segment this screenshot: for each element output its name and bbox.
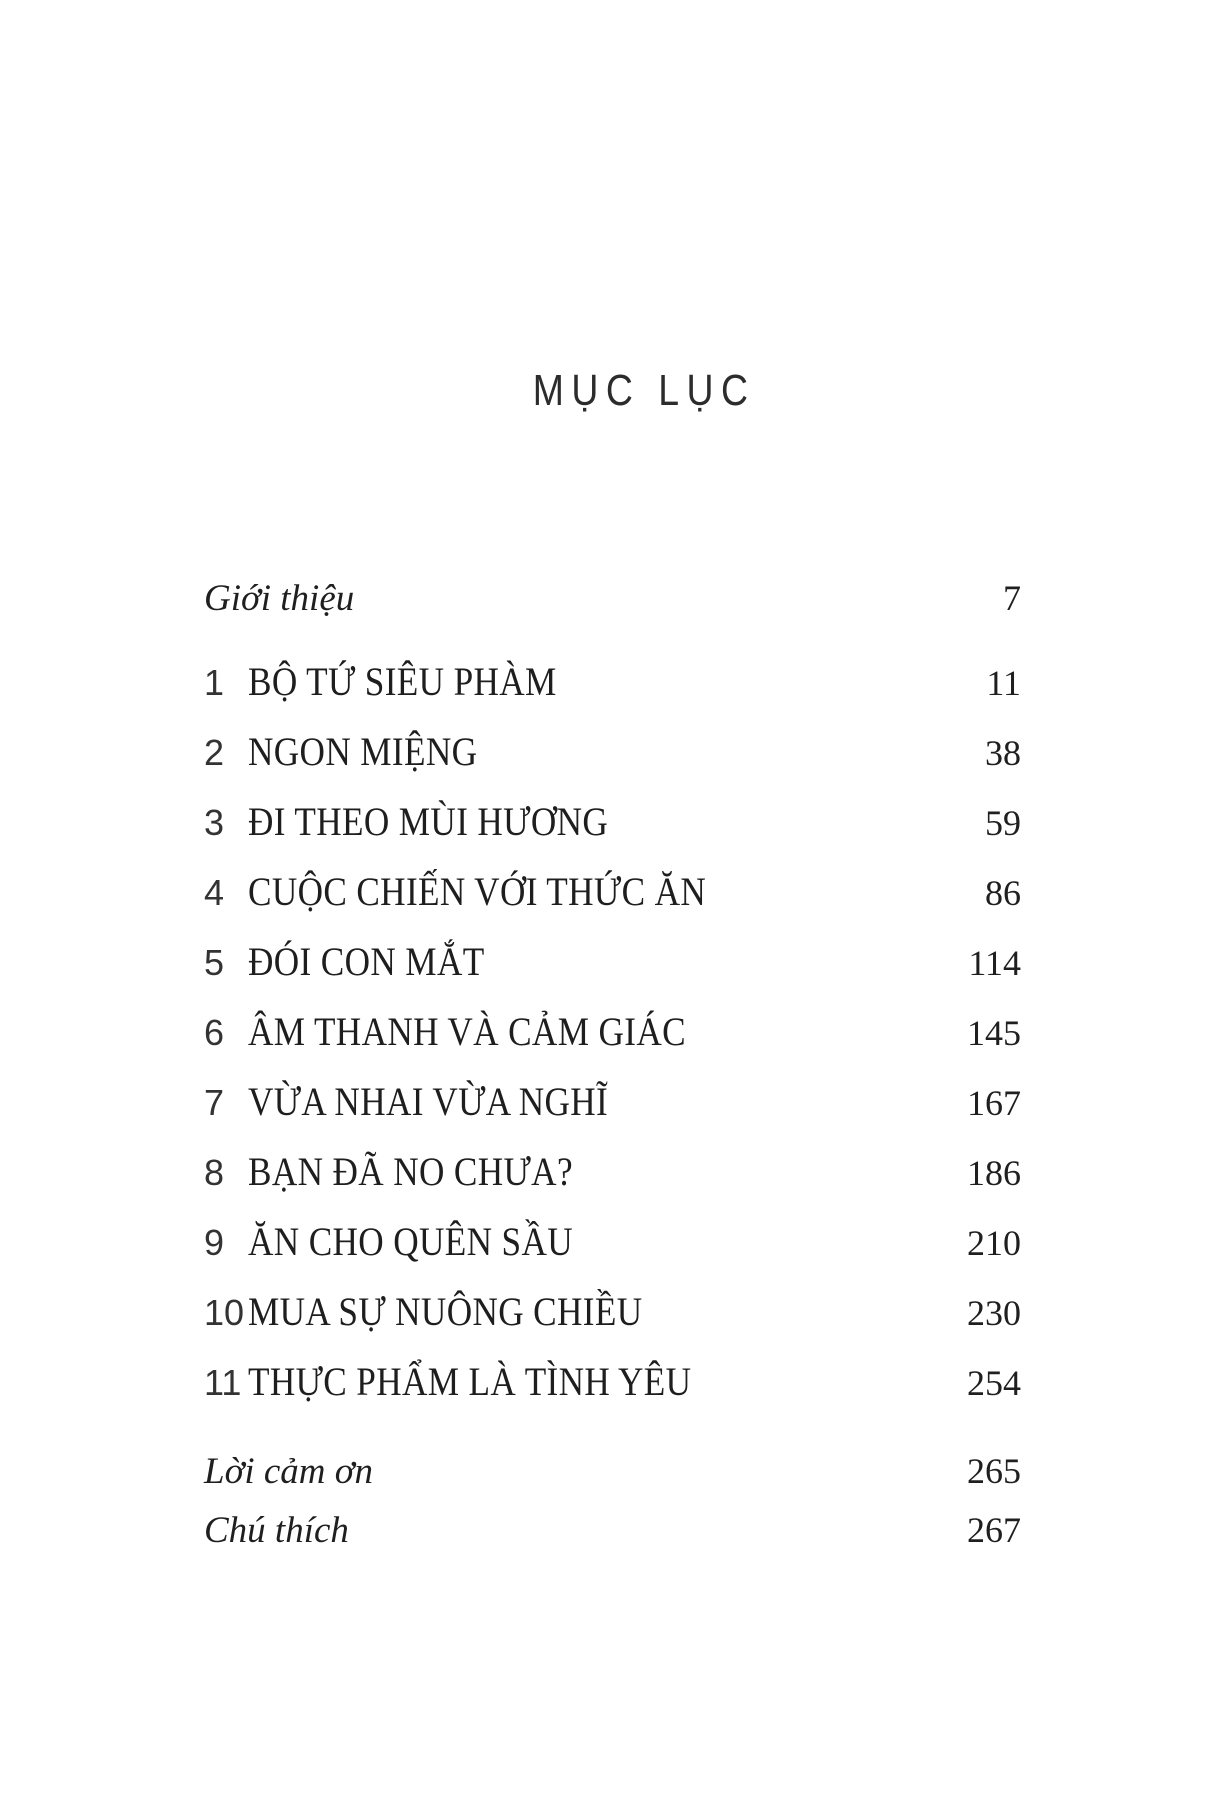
chapter-page-number: 186 [967, 1153, 1021, 1193]
page-title-text: MỤC LỤC [532, 366, 756, 415]
chapter-page-number: 254 [967, 1363, 1021, 1403]
chapter-page-number: 210 [967, 1223, 1021, 1263]
chapter-page-number: 230 [967, 1293, 1021, 1333]
chapter-title: ĐI THEO MÙI HƯƠNG [248, 799, 609, 844]
toc-chapter-row [204, 1277, 1021, 1347]
chapter-page-number: 114 [968, 943, 1021, 983]
entry-label: Lời cảm ơn [204, 1451, 373, 1492]
chapter-number: 1 [204, 662, 225, 703]
chapter-title: ĐÓI CON MẮT [248, 939, 485, 984]
chapter-title: ĂN CHO QUÊN SẦU [248, 1219, 574, 1264]
toc-chapter-row [204, 1137, 1021, 1207]
toc-chapter-row [204, 647, 1021, 717]
chapter-number: 11 [204, 1362, 242, 1403]
entry-label: Giới thiệu [204, 578, 355, 619]
toc-chapter-row [204, 857, 1021, 927]
chapter-page-number: 145 [967, 1013, 1021, 1053]
chapter-number: 10 [204, 1292, 245, 1333]
entry-page-number: 7 [1003, 578, 1021, 618]
toc-chapter-row [204, 717, 1021, 787]
page-title [30, 366, 1221, 415]
toc-chapter-row [204, 1207, 1021, 1277]
chapter-page-number: 38 [985, 733, 1021, 773]
toc-chapter-row [204, 997, 1021, 1067]
toc-list [204, 563, 1021, 1560]
chapter-number: 8 [204, 1152, 225, 1193]
toc-chapter-row [204, 787, 1021, 857]
chapter-number: 2 [204, 732, 225, 773]
chapter-number: 9 [204, 1222, 225, 1263]
entry-label: Chú thích [204, 1510, 349, 1551]
chapter-page-number: 59 [985, 803, 1021, 843]
chapter-title: NGON MIỆNG [248, 729, 478, 774]
toc-entry-row [204, 563, 1021, 633]
chapter-title: BẠN ĐÃ NO CHƯA? [248, 1149, 573, 1194]
chapter-title: BỘ TỨ SIÊU PHÀM [248, 659, 557, 704]
toc-entry-row [204, 1442, 1021, 1501]
chapter-number: 4 [204, 872, 225, 913]
toc-entry-row [204, 1501, 1021, 1560]
toc-chapter-row [204, 1067, 1021, 1137]
chapter-page-number: 167 [967, 1083, 1021, 1123]
entry-page-number: 267 [967, 1510, 1021, 1550]
toc-chapter-row [204, 1347, 1021, 1417]
toc-chapter-row [204, 927, 1021, 997]
chapter-page-number: 11 [986, 663, 1021, 703]
chapter-title: VỪA NHAI VỪA NGHĨ [248, 1079, 609, 1124]
chapter-number: 3 [204, 802, 225, 843]
chapter-title: ÂM THANH VÀ CẢM GIÁC [248, 1009, 686, 1054]
chapter-title: CUỘC CHIẾN VỚI THỨC ĂN [248, 869, 707, 914]
chapter-page-number: 86 [985, 873, 1021, 913]
chapter-number: 6 [204, 1012, 225, 1053]
chapter-number: 7 [204, 1082, 225, 1123]
chapter-number: 5 [204, 942, 225, 983]
entry-page-number: 265 [967, 1451, 1021, 1491]
chapter-title: THỰC PHẨM LÀ TÌNH YÊU [248, 1359, 692, 1404]
chapter-title: MUA SỰ NUÔNG CHIỀU [248, 1289, 643, 1334]
